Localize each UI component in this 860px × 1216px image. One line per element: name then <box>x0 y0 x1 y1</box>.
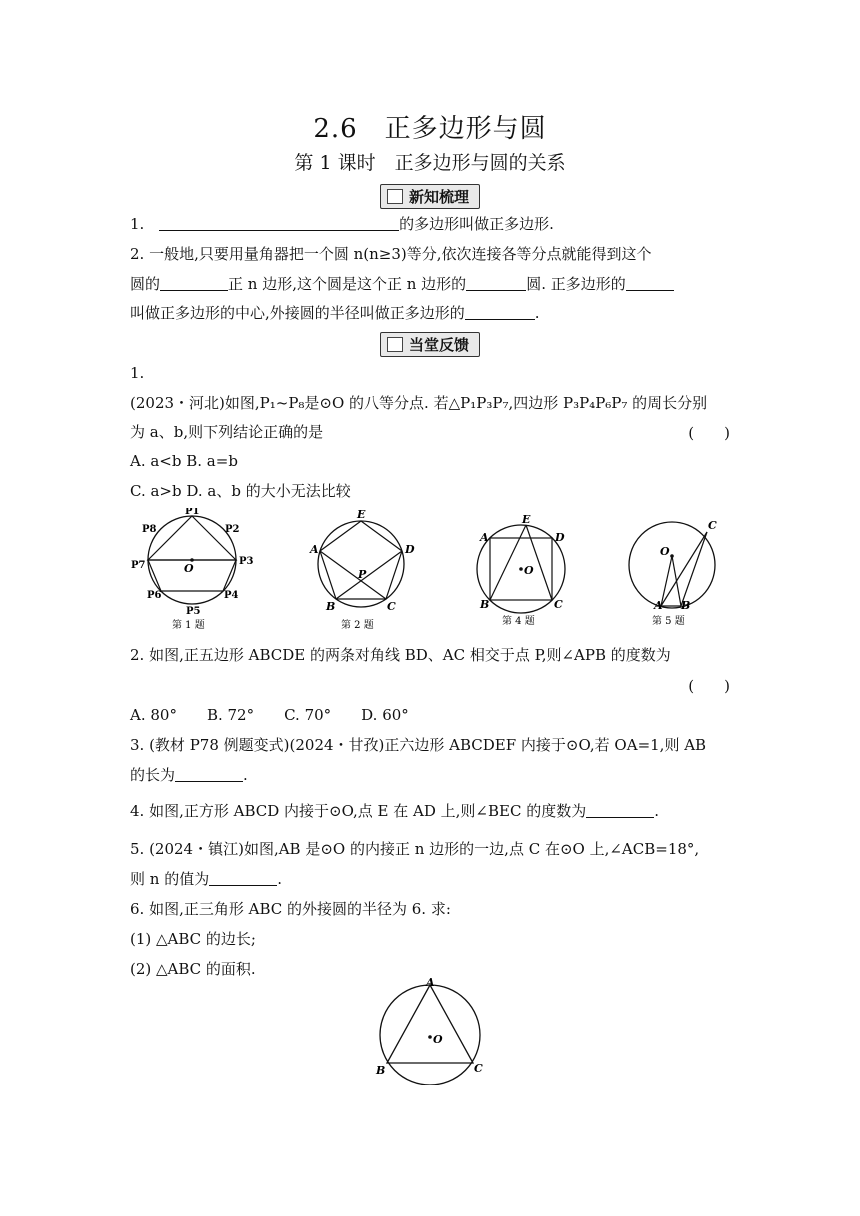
page-title: 2.6 正多边形与圆 <box>313 114 547 144</box>
knowledge-q1 <box>130 214 554 234</box>
section-label: 新知梳理 <box>408 188 469 206</box>
figure-1 <box>131 508 254 631</box>
knowledge-q2-line2 <box>130 274 674 294</box>
section-banner-feedback <box>0 332 860 357</box>
feedback-q5-line2 <box>130 869 282 889</box>
feedback-q3-line2 <box>130 765 248 785</box>
question-text: 的多边形叫做正多边形. <box>399 215 554 233</box>
section-label: 当堂反馈 <box>408 336 469 354</box>
label-p: P <box>358 568 367 581</box>
feedback-q1-options-ab: A. a<b B. a=b <box>130 452 238 470</box>
figure-4 <box>477 513 565 627</box>
knowledge-q2-line3 <box>130 303 540 323</box>
label-a: A <box>480 531 489 544</box>
feedback-q6-line1: 6. 如图,正三角形 ABC 的外接圆的半径为 6. 求: <box>130 900 451 918</box>
section-banner-new-knowledge <box>0 184 860 209</box>
text-segment: 的长为 <box>130 766 176 784</box>
label-d: D <box>405 543 415 556</box>
figure-6 <box>370 975 490 1085</box>
answer-blank[interactable] <box>160 276 228 291</box>
label-e: E <box>357 508 366 521</box>
feedback-q4 <box>130 801 659 821</box>
feedback-q3-line1: 3. (教材 P78 例题变式)(2024・甘孜)正六边形 ABCDEF 内接于⊙O,若 OA=1,则 AB <box>130 736 707 754</box>
text-segment: 圆. 正多边形的 <box>526 275 626 293</box>
label-p2: P2 <box>225 524 240 535</box>
label-e: E <box>522 513 531 526</box>
label-d: D <box>555 531 565 544</box>
answer-paren[interactable]: ( ) <box>688 677 730 695</box>
figure-5 <box>629 519 717 627</box>
label-a: A <box>426 976 435 989</box>
feedback-q6-part2: (2) △ABC 的面积. <box>130 960 256 978</box>
answer-blank[interactable] <box>626 276 674 291</box>
answer-blank[interactable] <box>466 276 526 291</box>
pencil-icon <box>387 337 403 352</box>
text-segment: . <box>654 802 659 820</box>
feedback-q1-number: 1. <box>130 364 145 382</box>
label-p3: P3 <box>239 556 254 567</box>
label-b: B <box>326 600 336 613</box>
label-b: B <box>376 1064 386 1077</box>
fig5-caption: 第 5 题 <box>652 616 685 627</box>
feedback-q5-line1: 5. (2024・镇江)如图,AB 是⊙O 的内接正 n 边形的一边,点 C 在⊙O 上,∠ACB=18°, <box>130 840 700 858</box>
label-p8: P8 <box>142 524 157 535</box>
answer-paren[interactable]: ( ) <box>688 424 730 442</box>
figure-2 <box>309 508 415 631</box>
knowledge-q2-line1: 2. 一般地,只要用量角器把一个圆 n(n≥3)等分,依次连接各等分点就能得到这个 <box>130 245 652 263</box>
text-segment: 圆的 <box>130 275 161 293</box>
text-segment: 则 n 的值为 <box>130 870 210 888</box>
label-o: O <box>184 562 194 575</box>
answer-blank[interactable] <box>159 216 399 231</box>
text-segment: . <box>243 766 248 784</box>
answer-blank[interactable] <box>209 871 277 886</box>
book-icon <box>387 189 403 204</box>
text-segment: . <box>534 304 540 322</box>
label-c: C <box>708 519 717 532</box>
fig1-caption: 第 1 题 <box>172 620 205 631</box>
label-p5: P5 <box>186 606 201 617</box>
lesson-subtitle: 第 1 课时 正多边形与圆的关系 <box>294 152 566 174</box>
text-segment: 叫做正多边形的中心,外接圆的半径叫做正多边形的 <box>130 304 465 322</box>
label-p6: P6 <box>147 590 162 601</box>
feedback-q2-text: 2. 如图,正五边形 ABCDE 的两条对角线 BD、AC 相交于点 P,则∠APB 的度数为 <box>130 646 671 664</box>
question-number: 1. <box>130 215 145 233</box>
fig2-caption: 第 2 题 <box>341 620 374 631</box>
feedback-q1-options-cd: C. a>b D. a、b 的大小无法比较 <box>130 482 351 500</box>
label-a: A <box>654 599 663 612</box>
feedback-q1-line1: (2023・河北)如图,P₁~P₈是⊙O 的八等分点. 若△P₁P₃P₇,四边形 P₃P₄P₆P₇ 的周长分别 <box>130 394 708 412</box>
label-o: O <box>660 545 670 558</box>
label-o: O <box>433 1033 443 1046</box>
text-segment: 正 n 边形,这个圆是这个正 n 边形的 <box>228 275 467 293</box>
label-c: C <box>387 600 396 613</box>
feedback-q2-options: A. 80° B. 72° C. 70° D. 60° <box>130 706 409 724</box>
answer-blank[interactable] <box>465 305 535 320</box>
label-o: O <box>524 564 534 577</box>
text-segment: 4. 如图,正方形 ABCD 内接于⊙O,点 E 在 AD 上,则∠BEC 的度数为 <box>130 802 587 820</box>
feedback-q6-part1: (1) △ABC 的边长; <box>130 930 256 948</box>
label-p7: P7 <box>131 560 146 571</box>
text-segment: . <box>277 870 282 888</box>
answer-blank[interactable] <box>175 767 243 782</box>
label-b: B <box>681 599 691 612</box>
label-p1: P1 <box>185 508 200 517</box>
feedback-q1-line2: 为 a、b,则下列结论正确的是 <box>130 423 324 441</box>
figures-row <box>130 508 730 632</box>
label-a: A <box>310 543 319 556</box>
fig4-caption: 第 4 题 <box>502 616 535 627</box>
label-p4: P4 <box>224 590 239 601</box>
label-c: C <box>474 1062 483 1075</box>
label-c: C <box>554 598 563 611</box>
label-b: B <box>480 598 490 611</box>
answer-blank[interactable] <box>586 803 654 818</box>
